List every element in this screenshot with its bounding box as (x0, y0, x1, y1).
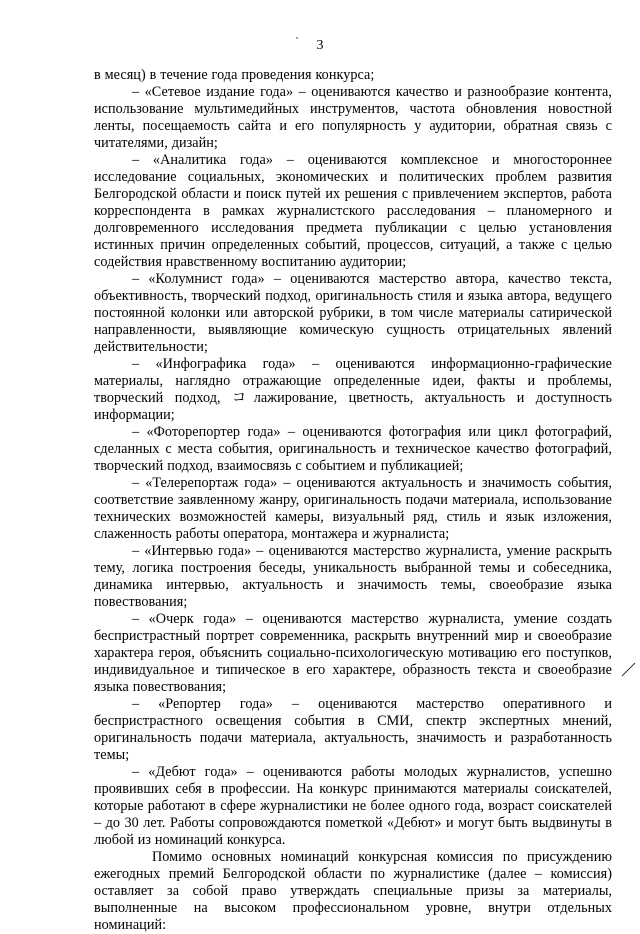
paragraph-continuation: в месяц) в течение года проведения конкурса; (94, 67, 375, 83)
document-body (94, 67, 612, 934)
paragraph-infographics: – «Инфографика года» – оцениваются информационно-графические материалы, наглядно отражающие определенные идеи, факты и проблемы, творческий подход, コлажирование, цветность, актуальность и доступность информации; (94, 356, 612, 423)
paragraph-tv-report: – «Телерепортаж года» – оцениваются актуальность и значимость события, соответствие заявленному жанру, оригинальность подачи материала, использование технических возможностей камеры, визуальный ряд, стиль и язык изложения, слаженность работы оператора, монтажера и журналиста; (94, 475, 612, 542)
pen-mark-icon (620, 660, 638, 678)
paragraph-interview: – «Интервью года» – оцениваются мастерство журналиста, умение раскрыть тему, логика построения беседы, уникальность выбранной темы и собеседника, динамика интервью, актуальность и значимость темы, своеобразие языка повествования; (94, 543, 612, 610)
paragraph-special-prizes: Помимо основных номинаций конкурсная комиссия по присуждению ежегодных премий Белгородской области по журналистике (далее – комиссия) оставляет за собой право утверждать специальные призы за материалы, выполненные на высоком профессиональном уровне, внутри отдельных номинаций: (94, 849, 612, 933)
paragraph-essay: – «Очерк года» – оцениваются мастерство журналиста, умение создать беспристрастный портрет современника, раскрыть внутренний мир и своеобразие характера героя, объяснить социально-психологическую мотивацию его поступков, индивидуальное и типическое в его характере, образность текста и своеобразие языка повествования; (94, 611, 612, 695)
paragraph-photoreporter: – «Фоторепортер года» – оцениваются фотография или цикл фотографий, сделанных с места события, оригинальность и техническое качество фотографий, творческий подход, взаимосвязь с событием и публикацией; (94, 424, 612, 474)
paragraph-reporter: – «Репортер года» – оцениваются мастерство оперативного и беспристрастного освещения события в СМИ, спектр экспертных мнений, оригинальность подачи материала, актуальность, значимость и разработанность темы; (94, 696, 612, 763)
paragraph-analytics: – «Аналитика года» – оцениваются комплексное и многостороннее исследование социальных, экономических и политических проблем развития Белгородской области и поиск путей их решения с привлечением экспертов, работа корреспондента в рамках журналистского расследования – планомерного и долговременного исследования предмета публикации с целью установления истинных причин определенных событий, процессов, ситуаций, а также с целью содействия нравственному воспитанию аудитории; (94, 152, 612, 270)
page-number: 3 (316, 38, 324, 53)
paragraph-debut: – «Дебют года» – оцениваются работы молодых журналистов, успешно проявивших себя в профессии. На конкурс принимаются материалы соискателей, которые работают в сфере журналистики не более одного года, возраст соискателей – до 30 лет. Работы сопровождаются пометкой «Дебют» и могут быть выдвинуты в любой из номинаций конкурса. (94, 764, 612, 848)
paragraph-columnist: – «Колумнист года» – оцениваются мастерство автора, качество текста, объективность, творческий подход, оригинальность стиля и языка автора, ведущего постоянной колонки или авторской рубрики, в том числе материалы сатирической направленности, выявляющие комическую сущность отрицательных явлений действительности; (94, 271, 612, 355)
paragraph-network-edition: – «Сетевое издание года» – оцениваются качество и разнообразие контента, использование мультимедийных инструментов, частота обновления новостной ленты, посещаемость сайта и его популярность у аудитории, обратная связь с читателями, дизайн; (94, 84, 612, 151)
